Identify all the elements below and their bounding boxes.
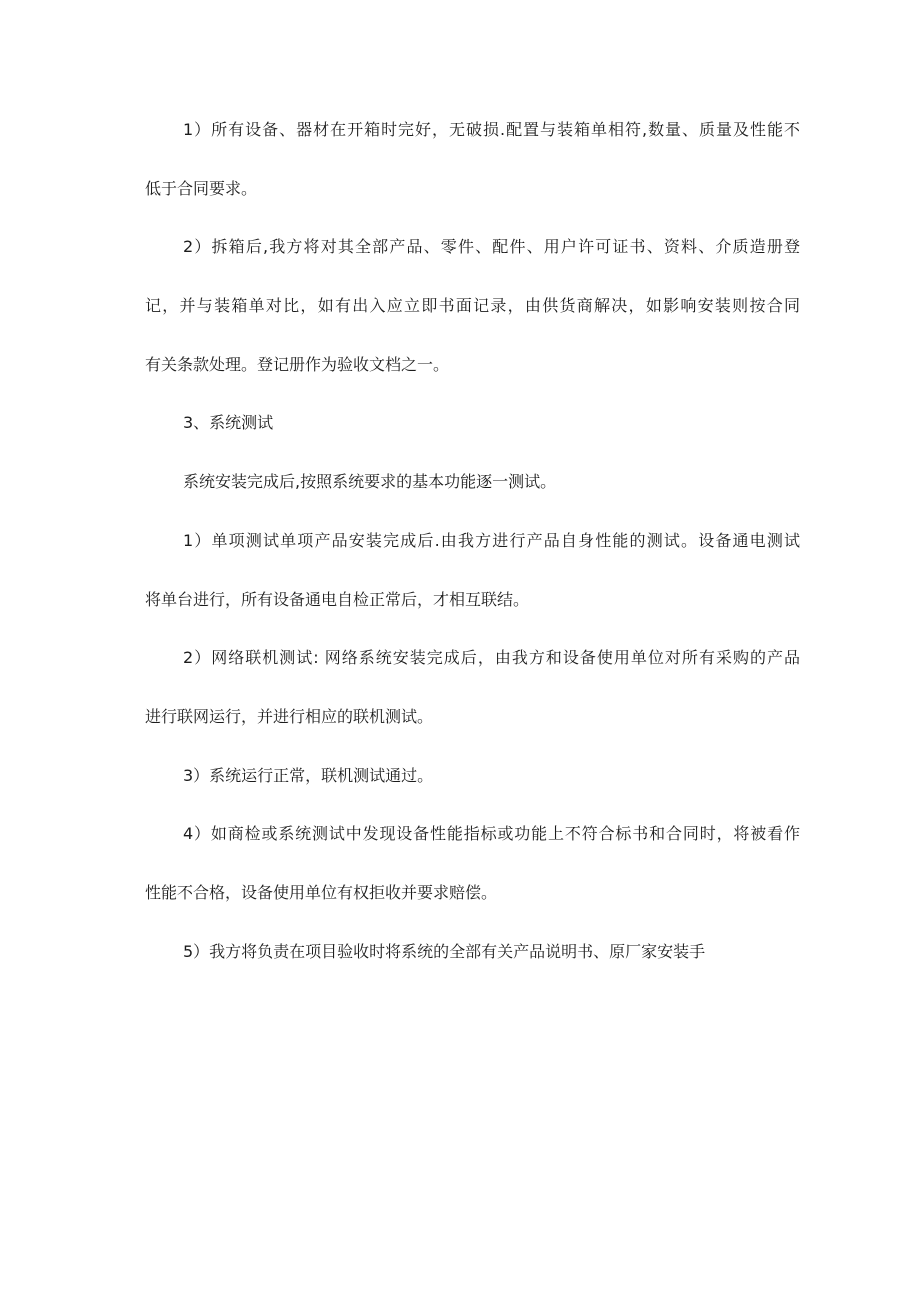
text-line: 进行联网运行，并进行相应的联机测试。 xyxy=(145,706,434,726)
text-line: 2）拆箱后,我方将对其全部产品、零件、配件、用户许可证书、资料、介质造册登 xyxy=(183,237,800,257)
paragraph-test-intro xyxy=(145,453,800,512)
text-line: 1）所有设备、器材在开箱时完好，无破损.配置与装箱单相符,数量、质量及性能不 xyxy=(183,120,800,139)
text-line: 5）我方将负责在项目验收时将系统的全部有关产品说明书、原厂家安装手 xyxy=(183,941,706,961)
section-heading: 3、系统测试 xyxy=(183,413,274,433)
paragraph-acceptance-2 xyxy=(145,218,800,394)
paragraph-test-4 xyxy=(145,805,800,922)
text-line: 记，并与装箱单对比，如有出入应立即书面记录，由供货商解决，如影响安装则按合同 xyxy=(145,296,800,316)
document-body xyxy=(145,101,800,981)
text-line: 有关条款处理。登记册作为验收文档之一。 xyxy=(145,354,450,374)
paragraph-acceptance-1 xyxy=(145,101,800,218)
text-line: 性能不合格，设备使用单位有权拒收并要求赔偿。 xyxy=(145,882,498,902)
paragraph-test-2 xyxy=(145,629,800,746)
paragraph-test-1 xyxy=(145,512,800,629)
paragraph-test-5 xyxy=(145,923,800,982)
text-line: 1）单项测试单项产品安装完成后.由我方进行产品自身性能的测试。设备通电测试 xyxy=(183,530,800,550)
text-line: 将单台进行，所有设备通电自检正常后，才相互联结。 xyxy=(145,589,530,609)
text-line: 系统安装完成后,按照系统要求的基本功能逐一测试。 xyxy=(183,472,557,492)
text-line: 4）如商检或系统测试中发现设备性能指标或功能上不符合标书和合同时，将被看作 xyxy=(183,824,800,844)
text-line: 低于合同要求。 xyxy=(145,178,258,198)
section-heading-system-test xyxy=(145,394,800,453)
text-line: 2）网络联机测试: 网络系统安装完成后，由我方和设备使用单位对所有采购的产品 xyxy=(183,648,800,668)
paragraph-test-3 xyxy=(145,747,800,806)
text-line: 3）系统运行正常，联机测试通过。 xyxy=(183,765,434,785)
